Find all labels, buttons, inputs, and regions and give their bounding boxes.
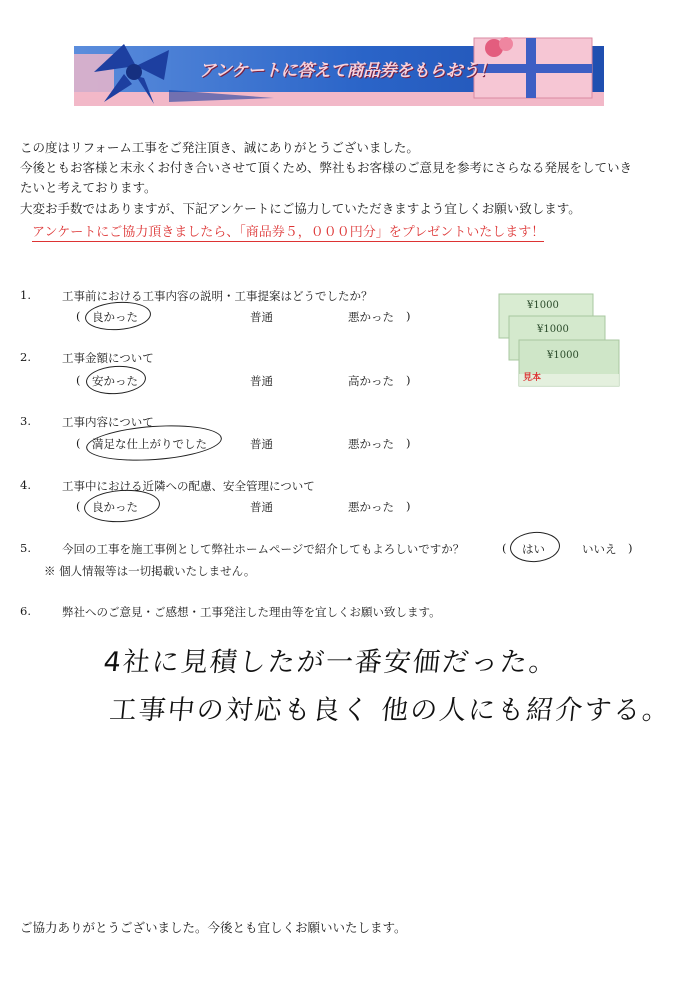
privacy-note: ※ 個人情報等は一切掲載いたしません。: [44, 564, 256, 578]
question-number: 5.: [20, 541, 31, 555]
handwritten-answer-line-1: 4社に見積したが一番安価だった。: [102, 647, 560, 678]
option-3[interactable]: 悪かった: [348, 500, 394, 514]
option-no[interactable]: いいえ: [582, 542, 617, 556]
header-banner: [74, 32, 604, 108]
intro-line-4: 大変お手数ではありますが、下記アンケートにご協力していただきますよう宜しくお願い致します。: [20, 201, 581, 216]
question-text: 今回の工事を施工事例として弊社ホームページで紹介してもよろしいですか？: [62, 542, 465, 556]
selection-circle: [84, 300, 152, 333]
ticket-amount-2: ¥1000: [537, 324, 569, 335]
paren-close: ): [406, 436, 411, 450]
paren-open: (: [502, 541, 507, 555]
paren-open: (: [76, 309, 81, 323]
question-text: 工事内容について: [62, 415, 154, 429]
banner-title: アンケートに答えて商品券をもらおう！: [199, 61, 495, 81]
ticket-amount-3: ¥1000: [547, 350, 579, 361]
paren-close: ): [406, 499, 411, 513]
option-1-selected[interactable]: 良かった: [92, 310, 138, 324]
paren-open: (: [76, 436, 81, 450]
intro-line-2: 今後ともお客様と末永くお付き合いさせて頂くため、弊社もお客様のご意見を参考にさらなる発展をしていき: [20, 160, 633, 175]
option-2[interactable]: 普通: [250, 310, 273, 324]
option-2[interactable]: 普通: [250, 374, 273, 388]
question-number: 6.: [20, 604, 31, 618]
paren-open: (: [76, 373, 81, 387]
option-1-selected[interactable]: 満足な仕上がりでした: [92, 437, 207, 451]
handwritten-answer-line-2: 工事中の対応も良く 他の人にも紹介する。: [108, 695, 673, 726]
paren-close: ): [406, 309, 411, 323]
closing-message: ご協力ありがとうございました。今後とも宜しくお願いいたします。: [20, 920, 407, 935]
option-3[interactable]: 高かった: [348, 374, 394, 388]
selection-circle: [85, 364, 147, 396]
question-number: 2.: [20, 350, 31, 364]
question-text: 工事中における近隣への配慮、安全管理について: [62, 479, 315, 493]
option-yes-selected[interactable]: はい: [522, 542, 545, 556]
ticket-amount-1: ¥1000: [527, 300, 559, 311]
question-text: 弊社へのご意見・ご感想・工事発注した理由等を宜しくお願い致します。: [62, 605, 441, 619]
question-text: 工事前における工事内容の説明・工事提案はどうでしたか？: [62, 289, 373, 303]
promo-notice: アンケートにご協力頂きましたら、「商品券５，０００円分」をプレゼントいたします！: [32, 221, 544, 242]
option-2[interactable]: 普通: [250, 500, 273, 514]
option-3[interactable]: 悪かった: [348, 310, 394, 324]
question-number: 4.: [20, 478, 31, 492]
option-1-selected[interactable]: 安かった: [92, 374, 138, 388]
question-number: 3.: [20, 414, 31, 428]
gift-ticket-image: [497, 292, 621, 388]
selection-circle: [509, 530, 561, 563]
intro-line-3: たいと考えております。: [20, 180, 157, 195]
question-text: 工事金額について: [62, 351, 154, 365]
ticket-sample-stamp: 見本: [523, 373, 542, 383]
paren-open: (: [76, 499, 81, 513]
paren-close: ): [406, 373, 411, 387]
question-number: 1.: [20, 288, 31, 302]
paren-close: ): [628, 541, 633, 555]
intro-line-1: この度はリフォーム工事をご発注頂き、誠にありがとうございました。: [20, 140, 419, 155]
option-1-selected[interactable]: 良かった: [92, 500, 138, 514]
option-2[interactable]: 普通: [250, 437, 273, 451]
option-3[interactable]: 悪かった: [348, 437, 394, 451]
